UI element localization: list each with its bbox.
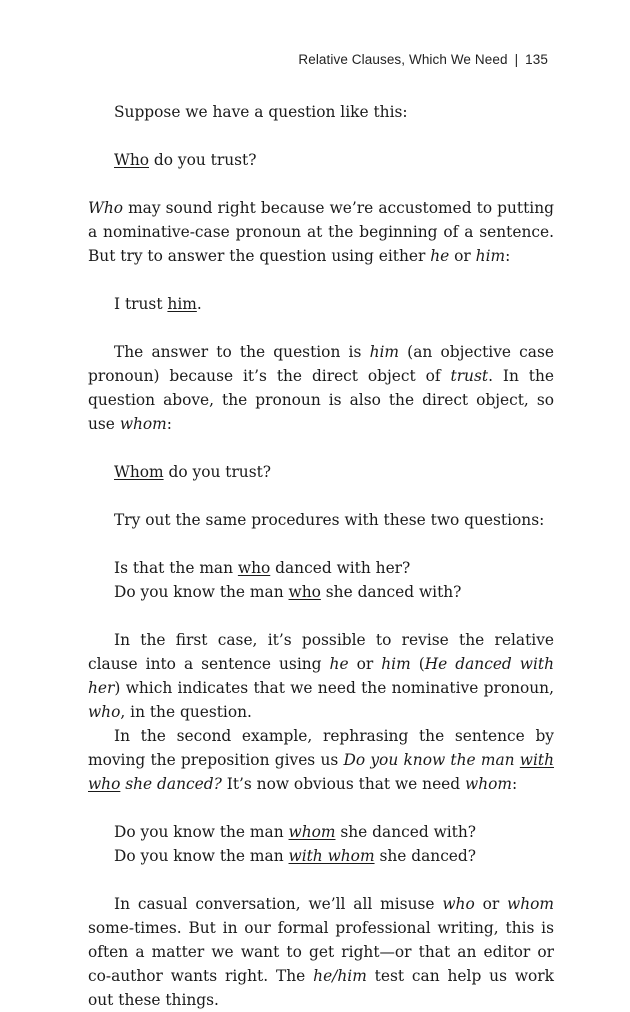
text-run: or [474, 895, 508, 913]
text-run: or [348, 655, 382, 673]
underlined-with-who: with who [88, 751, 554, 793]
text-run: , in the question. [120, 703, 252, 721]
underlined-who: who [237, 559, 271, 577]
text-run: Is that the man [114, 559, 238, 577]
paragraph-try-procedures: Try out the same procedures with these two questions: [114, 511, 545, 529]
italic-he: he [430, 247, 450, 265]
text-run: or [449, 247, 476, 265]
text-run: test can help us work out these things. [88, 967, 554, 1009]
text-run: It’s now obvious that we need [221, 775, 466, 793]
underlined-who: who [288, 583, 321, 601]
text-run: (an objective case pronoun) because it’s the direct object of [88, 343, 554, 385]
text-run: In the first case, it’s possible to revise the relative clause into a sentence using [88, 631, 554, 673]
text-run: danced with her? [270, 559, 411, 577]
italic-rephrase-end: she danced? [120, 775, 222, 793]
text-run: Do you know the man [114, 583, 289, 601]
underlined-whom: whom [288, 823, 336, 841]
italic-trust: trust [450, 367, 489, 385]
underlined-who: Who [114, 151, 149, 169]
italic-him: him [475, 247, 506, 265]
text-run: : [511, 775, 518, 793]
text-run: In the second example, rephrasing the sentence by moving the preposition gives us [88, 727, 554, 769]
underlined-whom: Whom [114, 463, 164, 481]
italic-who: Who [88, 199, 123, 217]
text-run: may sound right because we’re accustomed to putting a nominative-case pronoun at the beginning of a sentence. But try to answer the question using either [88, 199, 554, 265]
example-i-trust-him [88, 292, 554, 316]
italic-rephrase: Do you know the man [343, 751, 520, 769]
text-run: . [196, 295, 202, 313]
text-run: : [505, 247, 511, 265]
text-run: Do you know the man [114, 847, 289, 865]
text-run: I trust [114, 295, 168, 313]
italic-he-danced: He danced with her [88, 655, 554, 697]
page-body [88, 100, 554, 1012]
text-run: some-times. But in our formal professional writing, this is often a matter we want to get right—or that an editor or co-author wants right. The [88, 919, 554, 985]
underlined-him: him [167, 295, 197, 313]
example-with-whom-danced [88, 844, 554, 868]
text-run: ) which indicates that we need the nominative pronoun, [114, 679, 554, 697]
page-number: 135 [525, 52, 548, 67]
text-run: she danced? [374, 847, 477, 865]
text-run: Do you know the man [114, 823, 289, 841]
example-she-danced-with [88, 580, 554, 604]
italic-whom: whom [465, 775, 512, 793]
paragraph-who-explanation [88, 196, 554, 268]
example-who-question [88, 148, 554, 172]
paragraph-first-case [88, 628, 554, 724]
text-run: The answer to the question is [114, 343, 370, 361]
text-run: do you trust? [163, 463, 272, 481]
running-header [298, 52, 548, 67]
italic-he-him: he/him [313, 967, 367, 985]
example-danced-with-her [88, 556, 554, 580]
paragraph-objective-case [88, 340, 554, 436]
italic-him: him [369, 343, 399, 361]
text-run: ( [410, 655, 425, 673]
header-separator: | [514, 52, 519, 67]
text-run: . In the question above, the pronoun is also the direct object, so use [88, 367, 554, 433]
example-rest: do you trust? [149, 151, 257, 169]
text-run: : [166, 415, 172, 433]
paragraph-intro: Suppose we have a question like this: [114, 103, 408, 121]
italic-he: he [329, 655, 349, 673]
text-run: she danced with? [320, 583, 462, 601]
italic-who: who [442, 895, 475, 913]
example-whom-danced-with [88, 820, 554, 844]
underlined-with-whom: with whom [288, 847, 375, 865]
italic-him: him [381, 655, 411, 673]
italic-who: who [88, 703, 121, 721]
paragraph-second-example [88, 724, 554, 796]
text-run: In casual conversation, we’ll all misuse [114, 895, 443, 913]
paragraph-casual-conversation [88, 892, 554, 1012]
text-run: she danced with? [335, 823, 477, 841]
example-whom-question [88, 460, 554, 484]
italic-whom: whom [507, 895, 554, 913]
chapter-title: Relative Clauses, Which We Need [298, 52, 508, 67]
italic-whom: whom [119, 415, 167, 433]
